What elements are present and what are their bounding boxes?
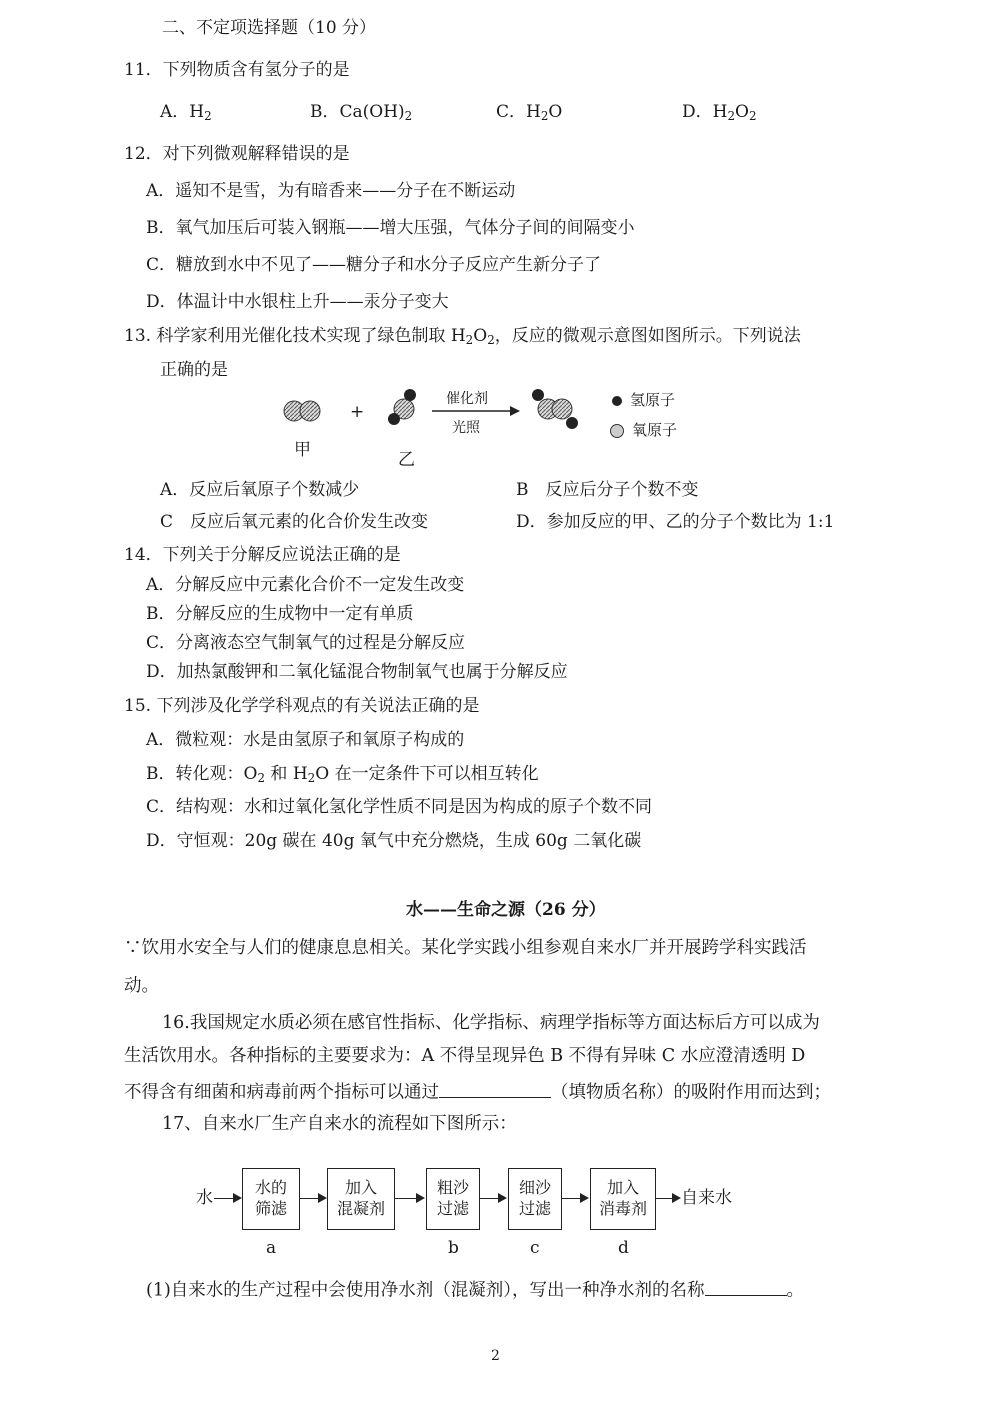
- molecule-yi: [388, 389, 416, 425]
- flow-label-c: c: [530, 1238, 540, 1258]
- q17-stem: 17、自来水厂生产自来水的流程如下图所示：: [162, 1114, 517, 1134]
- molecule-jia: [284, 401, 320, 421]
- label-jia: 甲: [294, 440, 311, 460]
- water-intro-line1: ∵饮用水安全与人们的健康息息相关。某化学实践小组参观自来水厂并开展跨学科实践活: [124, 938, 807, 958]
- q15-option-d: D．守恒观：20g 碳在 40g 氧气中充分燃烧，生成 60g 二氧化碳: [146, 831, 642, 851]
- q15-stem: 15. 下列涉及化学学科观点的有关说法正确的是: [124, 696, 480, 716]
- q14-stem: 14．下列关于分解反应说法正确的是: [124, 545, 401, 565]
- q15-option-b: B．转化观：$O_2$ 和 $H_2O$ 在一定条件下可以相互转化: [146, 764, 539, 785]
- q13-option-a: A．反应后氧原子个数减少: [160, 480, 360, 500]
- q12-option-c: C．糖放到水中不见了——糖分子和水分子反应产生新分子了: [146, 255, 602, 275]
- catalyst-label: 催化剂: [446, 391, 488, 407]
- q11-option-c: C．$H_2O$: [496, 102, 563, 123]
- q14-option-d: D．加热氯酸钾和二氧化锰混合物制氧气也属于分解反应: [146, 662, 568, 682]
- q13-option-c: C 反应后氧元素的化合价发生改变: [160, 512, 429, 532]
- q13-stem-line2: 正确的是: [160, 360, 228, 380]
- section-title: 二、不定项选择题（10 分）: [162, 18, 377, 38]
- q15-option-c: C．结构观：水和过氧化氢化学性质不同是因为构成的原子个数不同: [146, 797, 653, 817]
- q16-line3: 不得含有细菌和病毒前两个指标可以通过 （填物质名称）的吸附作用而达到；: [124, 1079, 831, 1104]
- q17-sub1-answer-blank[interactable]: [705, 1277, 787, 1296]
- q11-stem: 11．下列物质含有氢分子的是: [124, 60, 350, 80]
- q16-line2: 生活饮用水。各种指标的主要要求为：A 不得呈现异色 B 不得有异味 C 水应澄清透明 D: [124, 1046, 806, 1066]
- flow-end: 自来水: [681, 1188, 732, 1208]
- q14-option-c: C．分离液态空气制氧气的过程是分解反应: [146, 633, 466, 653]
- q16-answer-blank[interactable]: [439, 1079, 551, 1098]
- flow-step-coagulant: 加入 混凝剂: [327, 1168, 395, 1230]
- q13-option-b: B 反应后分子个数不变: [516, 480, 699, 500]
- flow-step-screening: 水的 筛滤: [242, 1168, 300, 1230]
- flow-arrow: [299, 1198, 325, 1199]
- flow-arrow: [214, 1198, 240, 1199]
- legend-oxygen: 氧原子: [610, 421, 677, 439]
- legend-hydrogen: 氢原子: [612, 391, 675, 409]
- q14-option-b: B．分解反应的生成物中一定有单质: [146, 604, 414, 624]
- molecule-product: [532, 389, 578, 429]
- q13-stem: 13. 科学家利用光催化技术实现了绿色制取 $H_2O_2$，反应的微观示意图如图所示。下列说法: [124, 326, 801, 347]
- flow-start: 水: [196, 1188, 213, 1208]
- q12-stem: 12．对下列微观解释错误的是: [124, 144, 350, 164]
- q12-option-d: D．体温计中水银柱上升——汞分子变大: [146, 292, 449, 312]
- plus-sign: +: [350, 402, 365, 422]
- label-yi: 乙: [398, 450, 415, 470]
- q12-option-b: B．氧气加压后可装入钢瓶——增大压强，气体分子间的间隔变小: [146, 218, 635, 238]
- water-section-title: 水——生命之源（26 分）: [406, 900, 606, 920]
- q17-sub1: (1)自来水的生产过程中会使用净水剂（混凝剂），写出一种净水剂的名称 。: [146, 1277, 804, 1302]
- flow-arrow: [395, 1198, 423, 1199]
- flow-label-b: b: [448, 1238, 459, 1258]
- q16-line1: 16.我国规定水质必须在感官性指标、化学指标、病理学指标等方面达标后方可以成为: [162, 1013, 820, 1033]
- flow-step-fine-sand: 细沙 过滤: [508, 1168, 562, 1230]
- q14-option-a: A．分解反应中元素化合价不一定发生改变: [146, 575, 465, 595]
- q11-option-d: D．$H_2O_2$: [682, 102, 757, 123]
- water-intro-line2: 动。: [124, 976, 159, 996]
- flow-step-disinfectant: 加入 消毒剂: [590, 1168, 656, 1230]
- flow-label-d: d: [618, 1238, 629, 1258]
- page-number: 2: [491, 1348, 500, 1364]
- flow-arrow: [479, 1198, 505, 1199]
- q11-option-a: A．$H_2$: [160, 102, 212, 123]
- light-label: 光照: [452, 420, 480, 436]
- q11-option-b: B．$Ca(OH)_2$: [310, 102, 413, 123]
- q15-option-a: A．微粒观：水是由氢原子和氧原子构成的: [146, 730, 465, 750]
- flow-arrow: [655, 1198, 679, 1199]
- flow-arrow: [561, 1198, 587, 1199]
- q13-option-d: D．参加反应的甲、乙的分子个数比为 1:1: [516, 512, 835, 532]
- q12-option-a: A．遥知不是雪，为有暗香来——分子在不断运动: [146, 181, 516, 201]
- flow-step-coarse-sand: 粗沙 过滤: [426, 1168, 480, 1230]
- flow-label-a: a: [266, 1238, 277, 1258]
